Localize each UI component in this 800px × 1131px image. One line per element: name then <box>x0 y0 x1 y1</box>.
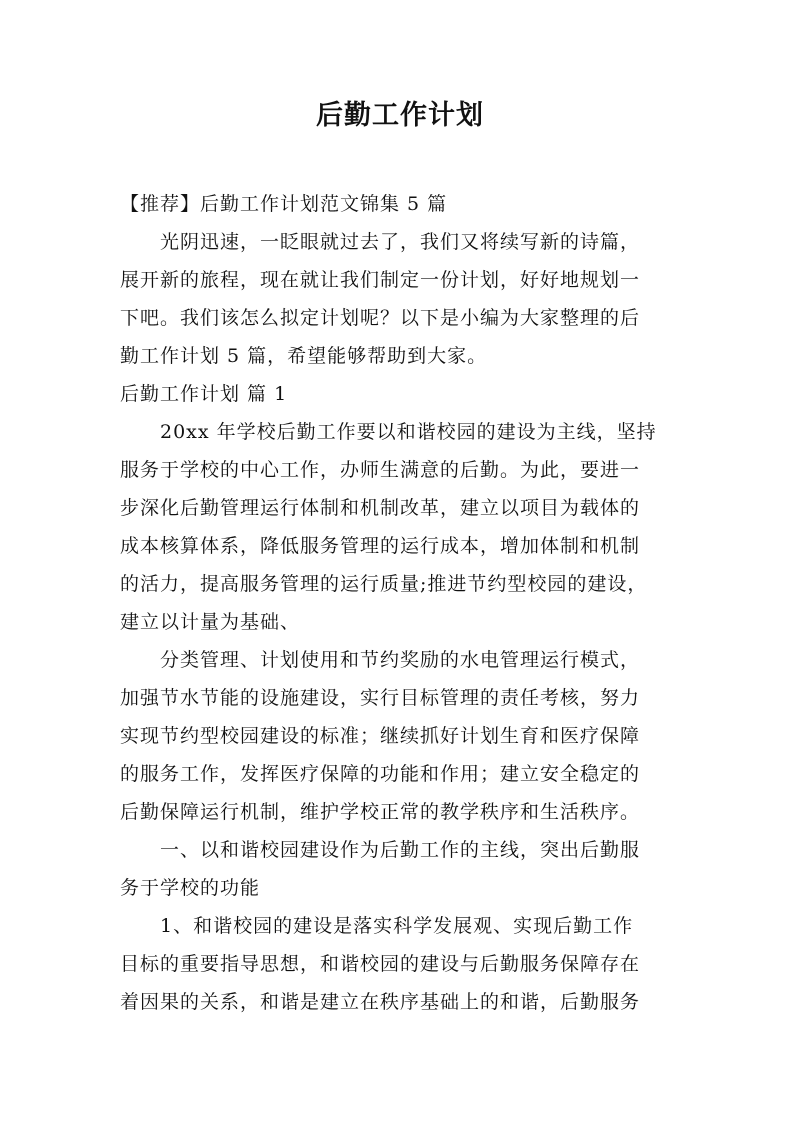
text-line: 实现节约型校园建设的标准；继续抓好计划生育和医疗保障 <box>120 725 641 747</box>
text-line: 分类管理、计划使用和节约奖励的水电管理运行模式， <box>160 649 641 671</box>
text-line: 步深化后勤管理运行体制和机制改革，建立以项目为载体的 <box>120 497 641 519</box>
text-line: 的活力，提高服务管理的运行质量;推进节约型校园的建设， <box>120 573 648 595</box>
text-line: 后勤工作计划 篇 1 <box>120 383 288 405</box>
text-line: 1、和谐校园的建设是落实科学发展观、实现后勤工作 <box>160 915 634 937</box>
text-line: 【推荐】后勤工作计划范文锦集 5 篇 <box>120 193 448 215</box>
text-line: 后勤保障运行机制，维护学校正常的教学秩序和生活秩序。 <box>120 801 641 823</box>
text-line: 务于学校的功能 <box>120 877 261 899</box>
text-line: 一、以和谐校园建设作为后勤工作的主线，突出后勤服 <box>160 839 641 861</box>
text-line: 光阴迅速，一眨眼就过去了，我们又将续写新的诗篇， <box>160 231 641 253</box>
body-paragraph-1 <box>120 413 690 641</box>
body-paragraph-4 <box>120 907 690 1021</box>
text-line: 展开新的旅程，现在就让我们制定一份计划，好好地规划一 <box>120 269 641 291</box>
text-line: 建立以计量为基础、 <box>120 611 301 633</box>
body-paragraph-2 <box>120 641 690 831</box>
body-paragraph-3 <box>120 831 690 907</box>
document-page <box>120 0 690 1131</box>
text-line: 目标的重要指导思想，和谐校园的建设与后勤服务保障存在 <box>120 953 641 975</box>
document-title: 后勤工作计划 <box>316 100 484 131</box>
text-line: 的服务工作，发挥医疗保障的功能和作用；建立安全稳定的 <box>120 763 641 785</box>
recommend-heading <box>120 185 690 223</box>
text-line: 勤工作计划 5 篇，希望能够帮助到大家。 <box>120 345 488 367</box>
text-line: 着因果的关系，和谐是建立在秩序基础上的和谐，后勤服务 <box>120 991 641 1013</box>
text-line: 成本核算体系，降低服务管理的运行成本，增加体制和机制 <box>120 535 641 557</box>
text-line: 服务于学校的中心工作，办师生满意的后勤。为此，要进一 <box>120 459 641 481</box>
text-line: 20xx 年学校后勤工作要以和谐校园的建设为主线，坚持 <box>160 421 657 443</box>
section-heading <box>120 375 690 413</box>
intro-paragraph <box>120 223 690 375</box>
text-line: 加强节水节能的设施建设，实行目标管理的责任考核，努力 <box>120 687 641 709</box>
text-line: 下吧。我们该怎么拟定计划呢？以下是小编为大家整理的后 <box>120 307 641 329</box>
